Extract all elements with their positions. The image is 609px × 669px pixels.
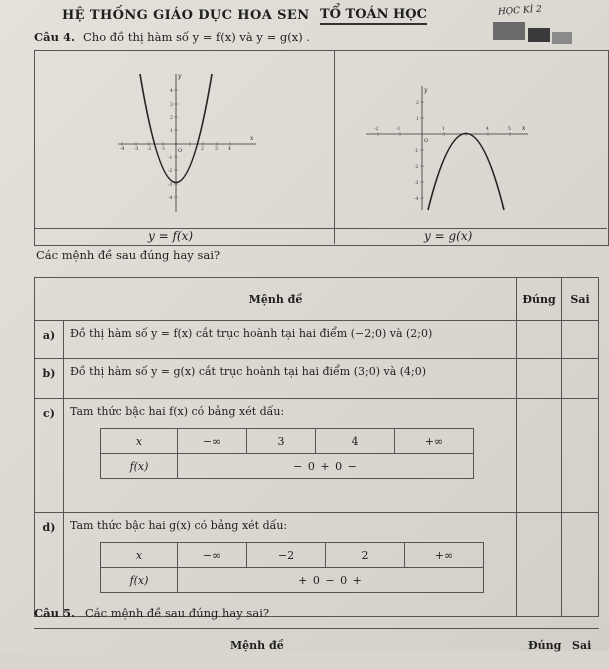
- false-cell[interactable]: [562, 399, 599, 513]
- svg-text:-1: -1: [396, 127, 401, 132]
- sign-table-f: [100, 428, 474, 479]
- row-label: d): [35, 513, 64, 617]
- svg-text:-1: -1: [168, 156, 173, 161]
- false-cell[interactable]: [562, 359, 599, 399]
- sign-x-value: −2: [247, 543, 326, 568]
- false-cell[interactable]: [562, 321, 599, 359]
- question-4-number: Câu 4.: [34, 30, 75, 44]
- svg-text:-1: -1: [161, 147, 166, 152]
- graph-divider: [334, 50, 335, 244]
- next-table-header-true: Đúng: [528, 639, 562, 652]
- next-table-header-false: Sai: [572, 639, 592, 652]
- svg-text:1: 1: [170, 129, 173, 134]
- header-false: Sai: [562, 278, 599, 321]
- svg-text:2: 2: [170, 116, 173, 121]
- sign-x-value: 4: [316, 429, 395, 454]
- svg-text:-4: -4: [168, 196, 173, 201]
- graph-f: [112, 66, 262, 216]
- row-text: Tam thức bậc hai f(x) có bảng xét dấu:: [70, 405, 285, 418]
- svg-text:1: 1: [442, 127, 445, 132]
- table-row: [35, 321, 599, 359]
- svg-text:2: 2: [201, 147, 204, 152]
- question-5: [34, 606, 269, 620]
- sign-g-row: + 0 − 0 +: [178, 568, 484, 593]
- next-table-top: [34, 628, 599, 669]
- next-table-header-statement: Mệnh đề: [230, 639, 284, 652]
- svg-text:-2: -2: [168, 169, 173, 174]
- department-name: TỔ TOÁN HỌC: [320, 7, 427, 25]
- row-statement: [64, 399, 517, 513]
- question-5-text: Các mệnh đề sau đúng hay sai?: [84, 606, 270, 620]
- svg-text:3: 3: [170, 103, 173, 108]
- svg-text:x: x: [522, 125, 526, 132]
- sign-x-value: −∞: [178, 429, 247, 454]
- graph-g: [362, 82, 532, 212]
- question-5-number: Câu 5.: [34, 606, 75, 620]
- sign-f-row: − 0 + 0 −: [178, 454, 474, 479]
- svg-text:1: 1: [416, 117, 419, 122]
- header-decoration: [528, 28, 550, 42]
- graph-g-caption: y = g(x): [424, 229, 473, 243]
- sign-x-value: 3: [247, 429, 316, 454]
- svg-text:-4: -4: [414, 197, 419, 202]
- true-cell[interactable]: [517, 513, 562, 617]
- row-text: Tam thức bậc hai g(x) có bảng xét dấu:: [70, 519, 288, 532]
- sign-x-label: x: [101, 429, 178, 454]
- school-name: HỆ THỐNG GIÁO DỤC HOA SEN: [62, 8, 310, 23]
- sign-x-value: 2: [326, 543, 405, 568]
- true-false-table: [34, 277, 599, 617]
- table-row: [35, 513, 599, 617]
- svg-text:2: 2: [416, 101, 419, 106]
- svg-text:3: 3: [215, 147, 218, 152]
- sign-f-label: f(x): [101, 454, 178, 479]
- svg-text:-3: -3: [414, 181, 419, 186]
- svg-text:-1: -1: [414, 149, 419, 154]
- question-prompt: Các mệnh đề sau đúng hay sai?: [36, 248, 221, 262]
- header-decoration: [552, 32, 572, 44]
- table-row: [35, 359, 599, 399]
- sign-x-value: +∞: [395, 429, 474, 454]
- table-header-row: [35, 278, 599, 321]
- sign-table-g: [100, 542, 484, 593]
- graph-f-caption: y = f(x): [148, 229, 194, 243]
- table-row: [35, 399, 599, 513]
- question-4-text: Cho đồ thị hàm số y = f(x) và y = g(x) .: [82, 30, 310, 44]
- true-cell[interactable]: [517, 399, 562, 513]
- row-label: b): [35, 359, 64, 399]
- svg-text:O: O: [424, 138, 429, 144]
- svg-text:4: 4: [170, 89, 173, 94]
- false-cell[interactable]: [562, 513, 599, 617]
- true-cell[interactable]: [517, 321, 562, 359]
- header-decoration: [493, 22, 525, 40]
- svg-text:-2: -2: [147, 147, 152, 152]
- row-statement: Đồ thị hàm số y = f(x) cắt trục hoành tại hai điểm (−2;0) và (2;0): [64, 321, 517, 359]
- svg-text:4: 4: [228, 147, 231, 152]
- true-cell[interactable]: [517, 359, 562, 399]
- svg-text:O: O: [178, 148, 183, 154]
- svg-text:y: y: [178, 73, 182, 80]
- row-label: a): [35, 321, 64, 359]
- header-statement: Mệnh đề: [35, 278, 517, 321]
- svg-text:-3: -3: [168, 183, 173, 188]
- svg-text:x: x: [250, 135, 254, 142]
- sign-x-label: x: [101, 543, 178, 568]
- header-true: Đúng: [517, 278, 562, 321]
- sign-x-value: −∞: [178, 543, 247, 568]
- row-statement: [64, 513, 517, 617]
- sign-f-label: f(x): [101, 568, 178, 593]
- svg-text:-3: -3: [134, 147, 139, 152]
- svg-text:-2: -2: [414, 165, 419, 170]
- svg-text:-2: -2: [374, 127, 379, 132]
- svg-text:5: 5: [508, 127, 511, 132]
- caption-divider: [34, 228, 607, 229]
- svg-text:y: y: [424, 87, 428, 94]
- question-4: [34, 30, 310, 44]
- row-statement: Đồ thị hàm số y = g(x) cắt trục hoành tại hai điểm (3;0) và (4;0): [64, 359, 517, 399]
- term-label: HỌC KÌ 2: [497, 4, 543, 18]
- row-label: c): [35, 399, 64, 513]
- svg-text:4: 4: [486, 127, 489, 132]
- sign-x-value: +∞: [405, 543, 484, 568]
- svg-text:-4: -4: [120, 147, 125, 152]
